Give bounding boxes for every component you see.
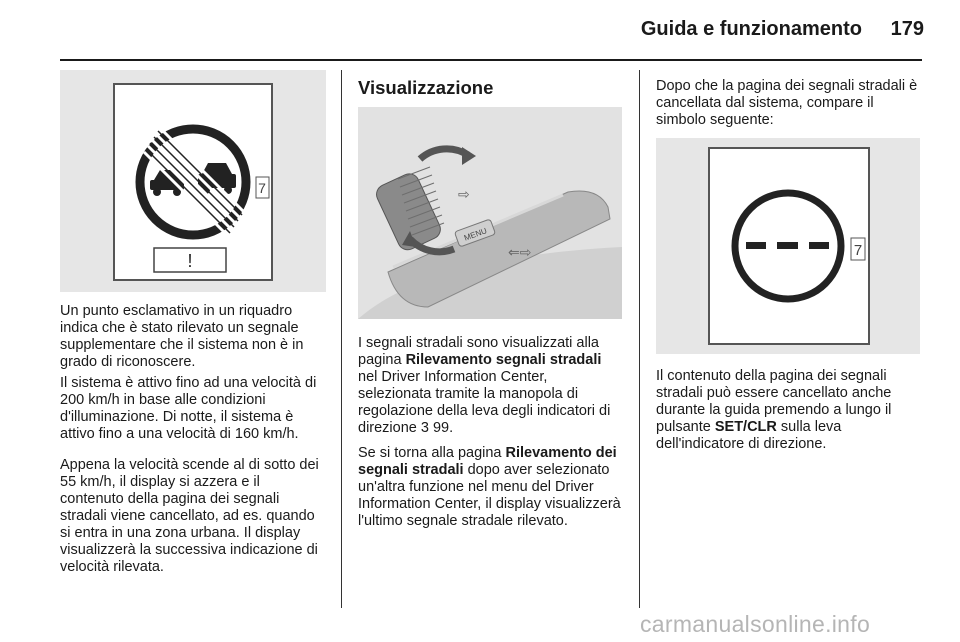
page-header-title: Guida e funzionamento [640,18,862,40]
column-divider [639,70,640,608]
col3-paragraph-2 [656,368,922,453]
col2-paragraph-1-text: I segnali stradali sono visualizzati alla pagina [358,335,599,368]
turn-signal-arrows-icon: ⇐⇨ [508,245,532,261]
indicator-stalk-figure [358,107,622,319]
col1-paragraph-2: Il sistema è attivo fino ad una velocità di 200 km/h in base alle condizioni d'illuminazione. Di notte, il sistema è attivo fino a una velocità di 160 km/h. [60,375,317,442]
stalk-menu-label: MENU [462,226,489,243]
watermark: carmanualsonline.info [640,611,871,637]
col3-paragraph-2-text: sulla leva dell'indicatore di direzione. [656,419,842,452]
headlight-icon: ⇨ [458,187,470,203]
col3-paragraph-2-text: Il contenuto della pagina dei segnali stradali può essere cancellato anche durante la guida premendo a lungo il pulsante [656,368,892,435]
page-reference: 3 99. [420,420,454,436]
set-clr-button-label: SET/CLR [714,419,777,435]
no-overtaking-end-figure [60,70,326,292]
cleared-sign-figure [656,138,920,354]
col2-paragraph-1-text: nel Driver Information Center, selezionata tramite la manopola di regolazione della leva degli indicatori di direzione [358,369,611,436]
col1-paragraph-1: Un punto esclamativo in un riquadro indica che è stato rilevato un segnale supplementare che il sistema non è in grado di riconoscere. [60,303,304,370]
col2-paragraph-2 [358,445,622,530]
exclamation-box-label: ! [187,251,193,271]
figure-reference-icon: 7 [853,242,863,259]
page-name-bold: Rilevamento dei segnali stradali [358,445,617,478]
column-divider [341,70,342,608]
col1-paragraph-3: Appena la velocità scende al di sotto dei 55 km/h, il display si azzera e il contenuto della pagina dei segnali stradali viene cancellato, ad es. quando si entra in una zona urbana. Il display visualizzerà la successiva indicazione di velocità rilevata. [60,457,319,575]
section-heading: Visualizzazione [358,77,494,98]
col2-paragraph-1 [358,335,622,437]
page-number: 179 [890,18,924,40]
col3-paragraph-1: Dopo che la pagina dei segnali stradali è cancellata dal sistema, compare il simbolo seguente: [656,78,918,128]
col2-paragraph-2-text: dopo aver selezionato un'altra funzione nel menu del Driver Information Center, il display visualizzerà l'ultimo segnale stradale rilevato. [358,462,621,529]
col2-paragraph-2-text: Se si torna alla pagina [358,445,506,461]
page-name-bold: Rilevamento segnali stradali [405,352,602,368]
header-rule [60,59,922,61]
figure-reference-icon: 7 [258,180,266,196]
